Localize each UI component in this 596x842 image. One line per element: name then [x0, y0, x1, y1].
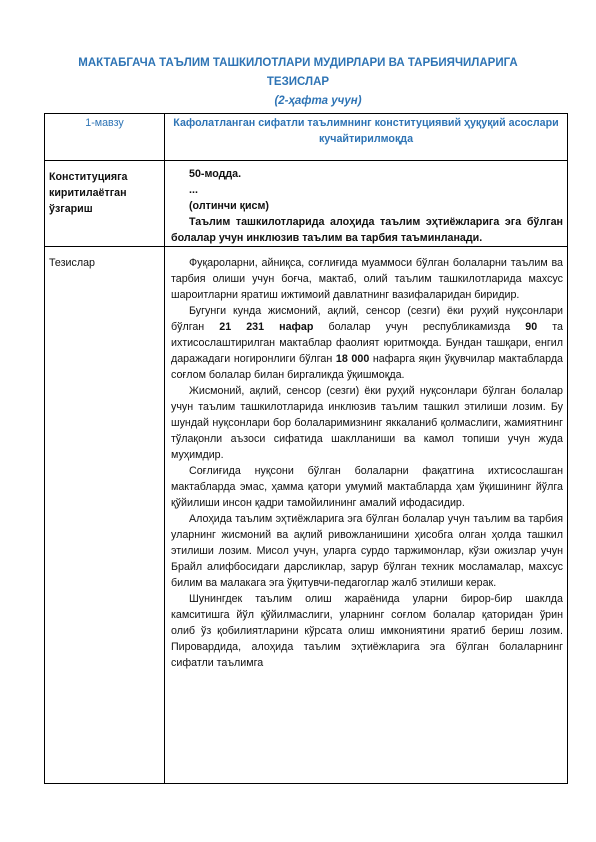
theses-cell: [165, 247, 568, 784]
topic-row: [45, 114, 568, 161]
thesis-number: 21 231 нафар: [219, 321, 314, 333]
thesis-paragraph: Шунингдек таълим олиш жараёнида уларни бирор-бир шаклда камситишга йўл қўйилмаслиги, уларнинг соғлом болалар қаторидан ўрин олиб ўз қобилиятларини кўрсата олиш имкониятини яратиб бериш лозим. Пировардида, алоҳида таълим эҳтиёжларига эга бўлган болаларнинг сифатли таълимга: [171, 593, 563, 669]
thesis-text: нафарга яқин ўқувчилар мактабларда соғлом болалар билан биргаликда ўқишмоқда.: [171, 353, 563, 381]
theses-row: [45, 247, 568, 784]
week-note: (2-ҳафта учун): [274, 95, 362, 107]
theses-label: Тезислар: [45, 247, 165, 784]
document-subtitle: ТЕЗИСЛАР: [266, 76, 330, 88]
topic-label: 1-мавзу: [45, 114, 165, 161]
article-cell: [165, 161, 568, 247]
thesis-text: Бугунги кунда жисмоний, ақлий, сенсор (сезги) ёки руҳий нуқсонлари бўлган: [171, 305, 563, 333]
article-ellipsis: ...: [189, 184, 198, 196]
thesis-text: болалар учун республикамизда: [313, 321, 526, 333]
thesis-paragraph: Алоҳида таълим эҳтиёжларига эга бўлган болалар учун таълим ва тарбия уларнинг жисмоний ва ақлий ривожланишини ҳисобга олган ҳолда ташкил этилиши лозим. Мисол учун, уларга сурдо таржимонлар, кўзи ожизлар учун Брайл алифбосидаги дарсликлар, зарур бўлган техник мосламалар, махсус билим ва малакага эга ўқитувчи-педагоглар жалб этилиши керак.: [171, 513, 563, 589]
topic-title: Кафолатланган сифатли таълимнинг конституциявий ҳуқуқий асослари кучайтирилмоқда: [165, 114, 568, 161]
constitution-label: Конституцияга киритилаётган ўзгариш: [45, 161, 165, 247]
article-text: Таълим ташкилотларида алоҳида таълим эҳтиёжларига эга бўлган болалар учун инклюзив таълим ва тарбия таъминланади.: [171, 216, 563, 244]
thesis-number: 90: [525, 321, 538, 333]
document-title: МАКТАБГАЧА ТАЪЛИМ ТАШКИЛОТЛАРИ МУДИРЛАРИ ВА ТАРБИЯЧИЛАРИГА: [78, 57, 518, 69]
thesis-text: та ихтисослаштирилган мактаблар фаолият юритмоқда. Бундан ташқари, енгил даражадаги ногиронлиги бўлган: [171, 321, 563, 365]
thesis-number: 18 000: [335, 353, 370, 365]
constitution-row: [45, 161, 568, 247]
thesis-paragraph: [171, 303, 563, 383]
theses-table: [44, 113, 568, 784]
thesis-paragraph: Фуқароларни, айниқса, соғлиғида муаммоси бўлган болаларни таълим ва тарбия олиши учун боғча, мактаб, олий таълим ташкилотларида махсус шароитларни яратиш ижтимоий давлатнинг вазифаларидан биридир.: [171, 257, 563, 301]
thesis-paragraph: Соғлиғида нуқсони бўлган болаларни фақатгина ихтисослашган мактабларда эмас, ҳамма қатори умумий мактабларда ҳам ўқишининг йўлга қўйилиши инсон қадри тамойилининг амалий ифодасидир.: [171, 465, 563, 509]
article-number: 50-модда.: [189, 168, 242, 180]
thesis-paragraph: Жисмоний, ақлий, сенсор (сезги) ёки руҳий нуқсонлари бўлган болалар учун таълим ташкилотларида инклюзив таълим ташкил этилиши лозим. Бу шундай нуқсонлари бор болаларимизнинг яккаланиб қолмаслиги, жамиятнинг тўлақонли аъзоси сифатида шаклланиши ва камол топиши учун жуда муҳимдир.: [171, 385, 563, 461]
article-part: (олтинчи қисм): [189, 200, 269, 212]
